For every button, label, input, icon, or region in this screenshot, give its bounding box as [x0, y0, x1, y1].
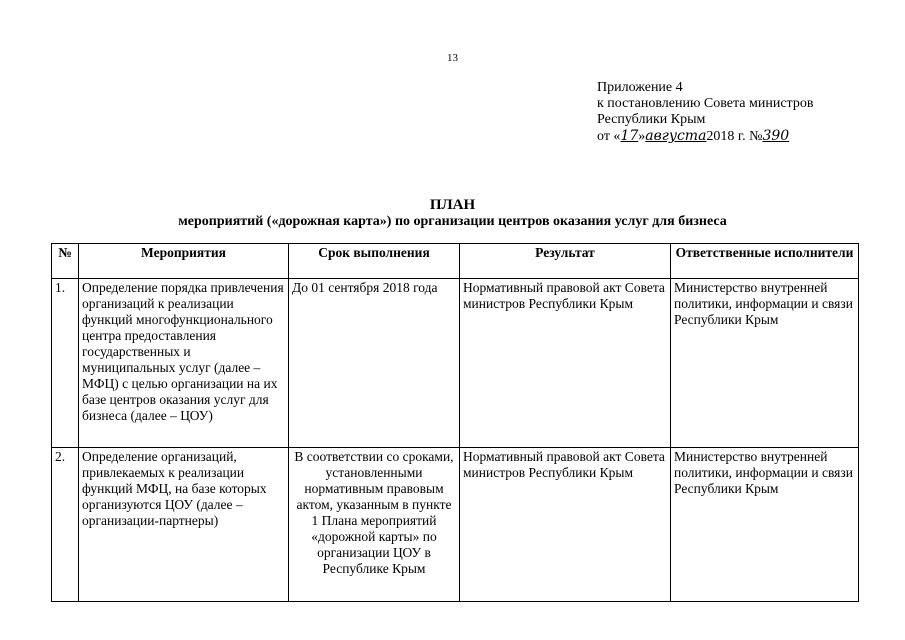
table-row [52, 279, 859, 448]
row-deadline: До 01 сентября 2018 года [289, 279, 460, 448]
header-result: Результат [460, 244, 671, 279]
document-subtitle: мероприятий («дорожная карта») по организации центров оказания услуг для бизнеса [178, 214, 727, 229]
header-deadline: Срок выполнения [289, 244, 460, 279]
number-prefix: № [749, 129, 763, 144]
row-number: 2. [52, 448, 79, 602]
header-activity: Мероприятия [79, 244, 289, 279]
date-prefix: от « [597, 129, 621, 144]
date-day: 17 [620, 128, 639, 144]
appendix-line-2: к постановлению Совета министров [597, 96, 814, 111]
appendix-date-line [597, 128, 813, 145]
date-month: августа [645, 128, 707, 144]
plan-table [51, 243, 859, 602]
header-num: № [52, 244, 79, 279]
row-activity: Определение организаций, привлекаемых к реализации функций МФЦ, на базе которых организуются ЦОУ (далее – организации-партнеры) [79, 448, 289, 602]
row-number: 1. [52, 279, 79, 448]
row-responsible: Министерство внутренней политики, информации и связи Республики Крым [671, 279, 859, 448]
date-year: 2018 г. [706, 129, 746, 144]
row-responsible: Министерство внутренней политики, информации и связи Республики Крым [671, 448, 859, 602]
decree-number: 390 [762, 128, 790, 144]
appendix-block [597, 80, 813, 145]
appendix-line-1: Приложение 4 [597, 80, 683, 95]
date-sep: » [638, 129, 646, 144]
table-row [52, 448, 859, 602]
row-result: Нормативный правовой акт Совета министров Республики Крым [460, 448, 671, 602]
row-activity: Определение порядка привлечения организаций к реализации функций многофункционального центра предоставления государственных и муниципальных услуг (далее – МФЦ) с целью организации на их базе центров оказания услуг для бизнеса (далее – ЦОУ) [79, 279, 289, 448]
table-header-row [52, 244, 859, 279]
row-deadline: В соответствии со сроками, установленными нормативным правовым актом, указанным в пункте 1 Плана мероприятий «дорожной карты» по организации ЦОУ в Республике Крым [289, 448, 460, 602]
row-result: Нормативный правовой акт Совета министров Республики Крым [460, 279, 671, 448]
document-title: ПЛАН [429, 197, 476, 213]
header-responsible: Ответственные исполнители [671, 244, 859, 279]
appendix-line-3: Республики Крым [597, 112, 706, 127]
page-number: 13 [447, 52, 458, 64]
